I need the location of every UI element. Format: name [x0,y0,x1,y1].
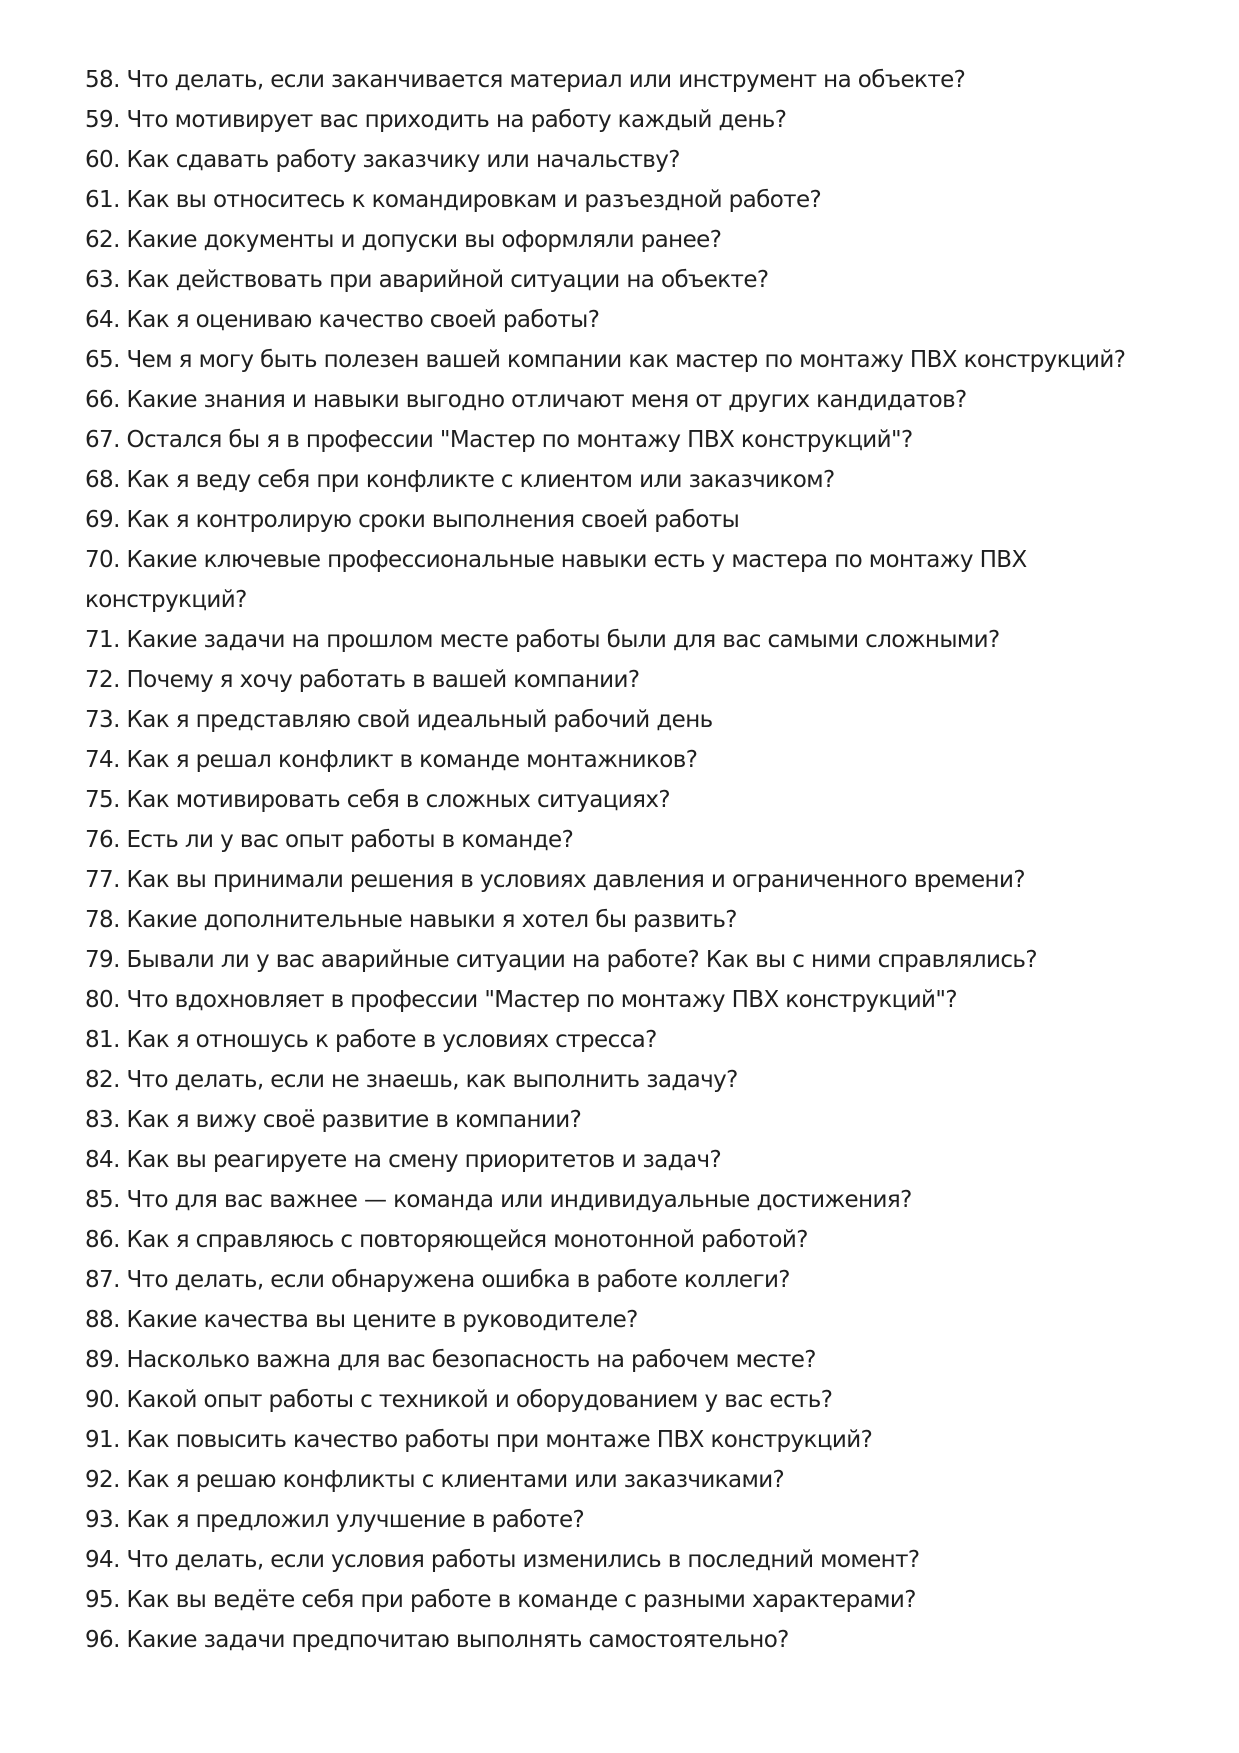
question-65: 65. Чем я могу быть полезен вашей компании как мастер по монтажу ПВХ конструкций? [85,347,1126,373]
question-80: 80. Что вдохновляет в профессии "Мастер по монтажу ПВХ конструкций"? [85,987,957,1013]
question-67: 67. Остался бы я в профессии "Мастер по монтажу ПВХ конструкций"? [85,427,913,453]
question-86: 86. Как я справляюсь с повторяющейся монотонной работой? [85,1227,808,1253]
question-68: 68. Как я веду себя при конфликте с клиентом или заказчиком? [85,467,835,493]
question-70: 70. Какие ключевые профессиональные навыки есть у мастера по монтажу ПВХ конструкций? [85,547,1027,613]
question-62: 62. Какие документы и допуски вы оформляли ранее? [85,227,722,253]
question-96: 96. Какие задачи предпочитаю выполнять самостоятельно? [85,1627,789,1653]
question-63: 63. Как действовать при аварийной ситуации на объекте? [85,267,769,293]
question-88: 88. Какие качества вы цените в руководителе? [85,1307,638,1333]
question-92: 92. Как я решаю конфликты с клиентами или заказчиками? [85,1467,785,1493]
question-81: 81. Как я отношусь к работе в условиях стресса? [85,1027,657,1053]
question-61: 61. Как вы относитесь к командировкам и разъездной работе? [85,187,822,213]
question-89: 89. Насколько важна для вас безопасность на рабочем месте? [85,1347,816,1373]
question-71: 71. Какие задачи на прошлом месте работы были для вас самыми сложными? [85,627,1000,653]
question-85: 85. Что для вас важнее — команда или индивидуальные достижения? [85,1187,912,1213]
question-91: 91. Как повысить качество работы при монтаже ПВХ конструкций? [85,1427,873,1453]
question-73: 73. Как я представляю свой идеальный рабочий день [85,707,713,733]
question-83: 83. Как я вижу своё развитие в компании? [85,1107,582,1133]
question-60: 60. Как сдавать работу заказчику или начальству? [85,147,680,173]
question-95: 95. Как вы ведёте себя при работе в команде с разными характерами? [85,1587,916,1613]
question-82: 82. Что делать, если не знаешь, как выполнить задачу? [85,1067,738,1093]
question-84: 84. Как вы реагируете на смену приоритетов и задач? [85,1147,722,1173]
question-64: 64. Как я оцениваю качество своей работы? [85,307,600,333]
question-72: 72. Почему я хочу работать в вашей компании? [85,667,640,693]
question-94: 94. Что делать, если условия работы изменились в последний момент? [85,1547,920,1573]
question-90: 90. Какой опыт работы с техникой и оборудованием у вас есть? [85,1387,833,1413]
question-79: 79. Бывали ли у вас аварийные ситуации на работе? Как вы с ними справлялись? [85,947,1037,973]
question-78: 78. Какие дополнительные навыки я хотел бы развить? [85,907,737,933]
question-87: 87. Что делать, если обнаружена ошибка в работе коллеги? [85,1267,790,1293]
question-77: 77. Как вы принимали решения в условиях давления и ограниченного времени? [85,867,1025,893]
question-74: 74. Как я решал конфликт в команде монтажников? [85,747,698,773]
question-58: 58. Что делать, если заканчивается материал или инструмент на объекте? [85,67,966,93]
question-66: 66. Какие знания и навыки выгодно отличают меня от других кандидатов? [85,387,967,413]
question-93: 93. Как я предложил улучшение в работе? [85,1507,585,1533]
question-75: 75. Как мотивировать себя в сложных ситуациях? [85,787,670,813]
question-69: 69. Как я контролирую сроки выполнения своей работы [85,507,740,533]
question-59: 59. Что мотивирует вас приходить на работу каждый день? [85,107,787,133]
question-76: 76. Есть ли у вас опыт работы в команде? [85,827,574,853]
question-list [85,60,1155,1660]
